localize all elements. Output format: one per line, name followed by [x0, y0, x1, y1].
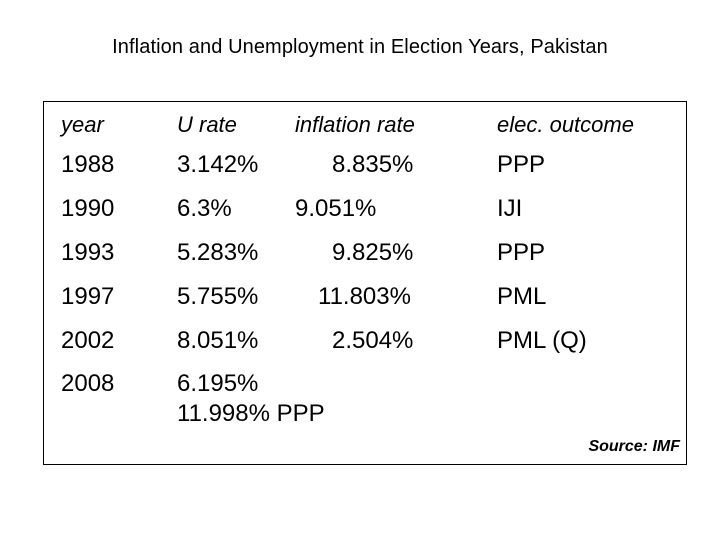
header-year: year: [61, 112, 104, 137]
table-row-inflation: 11.998% PPP: [177, 400, 325, 427]
table-row-outcome: PML (Q): [497, 327, 587, 354]
table-row-outcome: IJI: [497, 195, 523, 222]
table-row-year: 1997: [61, 283, 115, 310]
table-row-inflation: 9.051%: [295, 195, 377, 222]
table-row-u-rate: 6.3%: [177, 195, 232, 222]
table-row-inflation: 8.835%: [332, 151, 414, 178]
table-row-u-rate: 6.195%: [177, 370, 259, 397]
header-inflation-rate: inflation rate: [295, 112, 415, 137]
table-row-u-rate: 8.051%: [177, 327, 259, 354]
table-row-inflation: 2.504%: [332, 327, 414, 354]
table-row-year: 2008: [61, 370, 115, 397]
source-note: Source: IMF: [588, 438, 680, 455]
table-row-inflation: 11.803%: [318, 283, 411, 310]
table-row-outcome: PML: [497, 283, 547, 310]
table-row-year: 1988: [61, 151, 115, 178]
table-row-outcome: PPP: [497, 151, 546, 178]
table-row-year: 2002: [61, 327, 115, 354]
page-title: Inflation and Unemployment in Election Years, Pakistan: [112, 36, 608, 58]
table-row-year: 1993: [61, 239, 115, 266]
table-row-u-rate: 3.142%: [177, 151, 259, 178]
table-row-inflation: 9.825%: [332, 239, 414, 266]
table-row-u-rate: 5.283%: [177, 239, 259, 266]
table-row-outcome: PPP: [497, 239, 546, 266]
header-election-outcome: elec. outcome: [497, 112, 634, 137]
header-u-rate: U rate: [177, 112, 237, 137]
data-table-box: [43, 101, 687, 465]
table-row-u-rate: 5.755%: [177, 283, 259, 310]
table-row-year: 1990: [61, 195, 115, 222]
